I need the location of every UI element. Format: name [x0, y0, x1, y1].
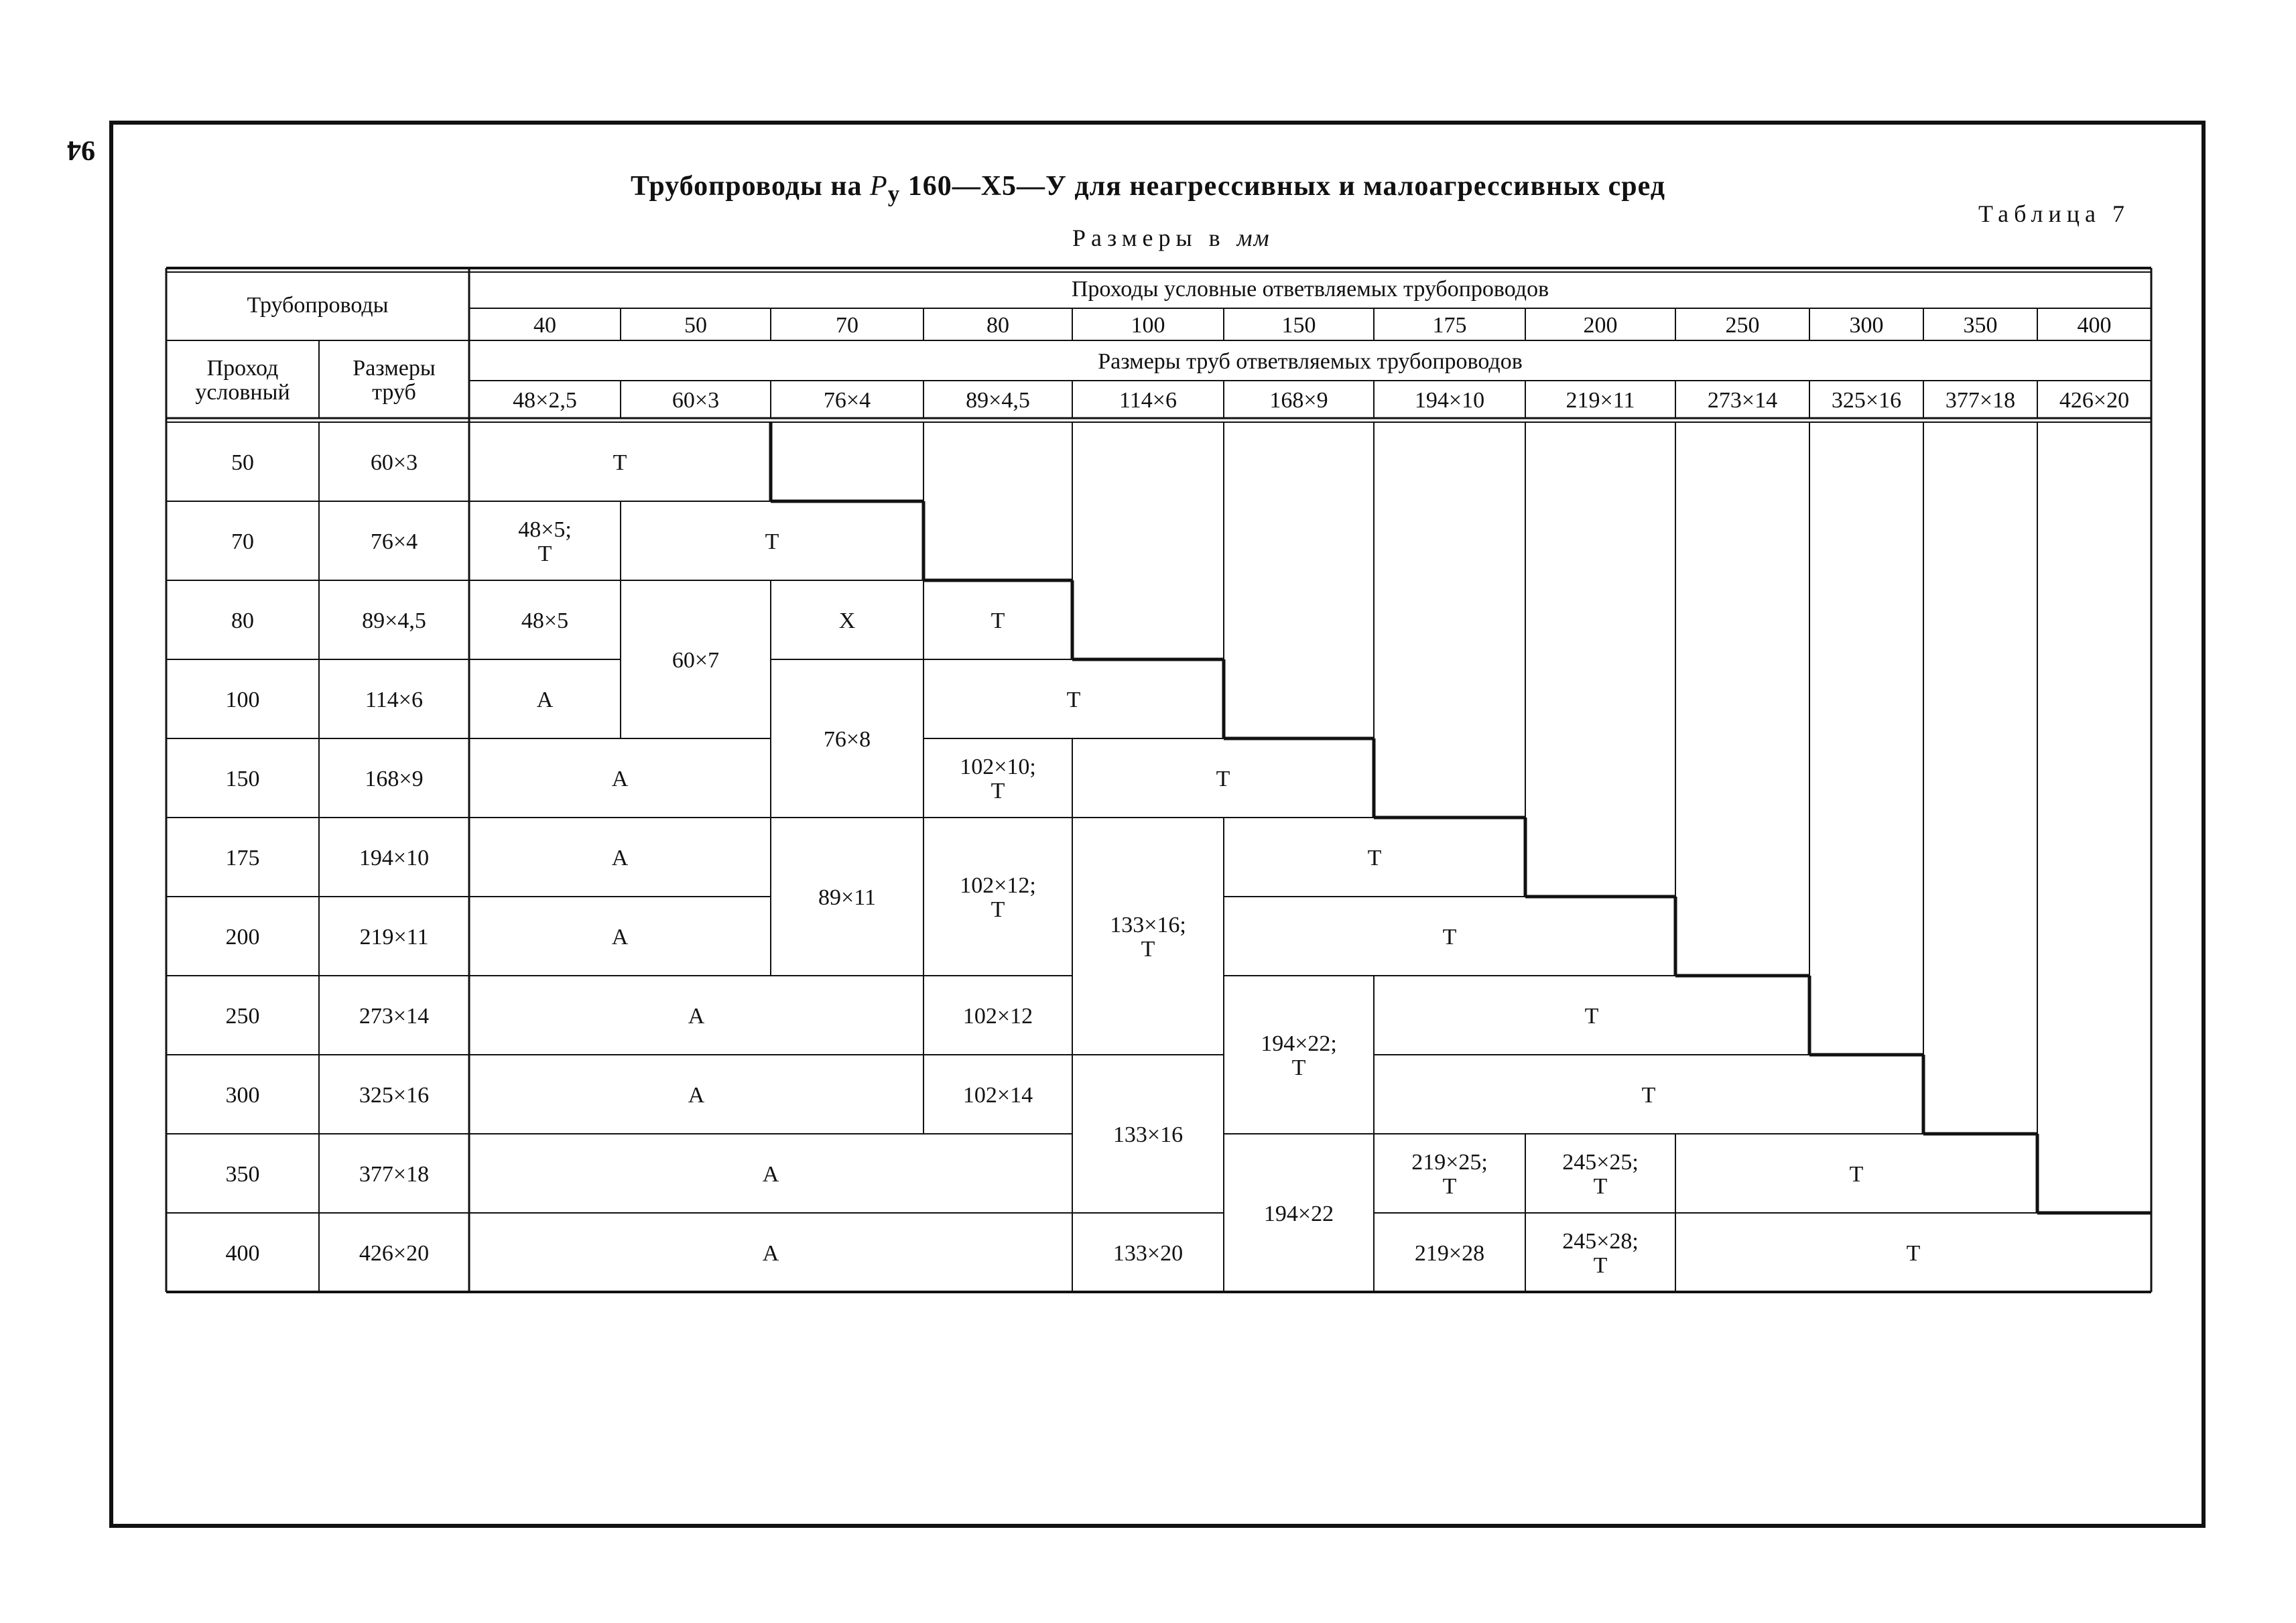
page-number: 94 — [67, 135, 95, 166]
table-cell: Т — [1442, 1174, 1457, 1199]
table-cell: Т — [1066, 688, 1081, 712]
table-cell: А — [611, 846, 629, 870]
table-cell: А — [688, 1004, 705, 1029]
table-cell: Т — [1442, 925, 1457, 950]
title-symbol: P — [870, 171, 888, 202]
table-cell: Т — [1906, 1241, 1921, 1266]
table-cell: Т — [1593, 1253, 1608, 1278]
table-cell: 102×10; — [960, 755, 1036, 779]
header-column-size: 426×20 — [2059, 388, 2130, 413]
table-cell: Т — [613, 450, 627, 475]
header-column-size: 273×14 — [1707, 388, 1778, 413]
header-column-size: 377×18 — [1945, 388, 2016, 413]
row-nominal-pass: 400 — [225, 1241, 260, 1266]
table-cell: Т — [1367, 846, 1382, 870]
units-text: Размеры в — [1072, 224, 1237, 251]
table-cell: 219×25; — [1411, 1150, 1488, 1175]
row-nominal-pass: 50 — [231, 450, 254, 475]
table-cell: Х — [838, 608, 856, 633]
row-pipe-size: 89×4,5 — [362, 608, 426, 633]
row-pipe-size: 273×14 — [359, 1004, 430, 1029]
row-nominal-pass: 350 — [225, 1162, 260, 1187]
table-cell: А — [611, 925, 629, 950]
row-pipe-size: 168×9 — [365, 767, 424, 791]
table-number: Таблица 7 — [1978, 200, 2130, 227]
table-cell: 245×28; — [1562, 1229, 1639, 1254]
row-nominal-pass: 200 — [225, 925, 260, 950]
table-cell: 102×12 — [962, 1004, 1033, 1029]
table-cell: А — [611, 767, 629, 791]
header-column-pass: 200 — [1583, 313, 1618, 338]
header-column-size: 89×4,5 — [966, 388, 1030, 413]
header-column-pass: 400 — [2077, 313, 2112, 338]
header-column-size: 194×10 — [1414, 388, 1485, 413]
table-cell: 133×20 — [1112, 1241, 1184, 1266]
header-column-pass: 80 — [986, 313, 1009, 338]
table-cell: А — [688, 1083, 705, 1108]
table-cell: А — [536, 688, 554, 712]
table-cell: 76×8 — [823, 727, 871, 752]
row-pipe-size: 325×16 — [359, 1083, 430, 1108]
table-cell: 133×16; — [1110, 913, 1186, 937]
table-cell: 48×5; — [518, 517, 572, 542]
table-cell: А — [762, 1162, 779, 1187]
units-unit: мм — [1236, 224, 1271, 251]
row-pipe-size: 194×10 — [359, 846, 430, 870]
table-cell: Т — [991, 608, 1005, 633]
table-cell: Т — [1849, 1162, 1864, 1187]
row-nominal-pass: 250 — [225, 1004, 260, 1029]
header-column-size: 76×4 — [823, 388, 871, 413]
row-pipe-size: 377×18 — [359, 1162, 430, 1187]
header-pipelines: Трубопроводы — [247, 293, 389, 318]
title-suffix: 160—X5—У для неагрессивных и малоагрессивных сред — [900, 171, 1665, 202]
row-nominal-pass: 300 — [225, 1083, 260, 1108]
row-pipe-size: 76×4 — [370, 529, 418, 554]
header-column-size: 60×3 — [672, 388, 720, 413]
header-column-pass: 100 — [1131, 313, 1165, 338]
header-nominal-pass: Проход — [206, 356, 279, 381]
table-cell: 194×22 — [1263, 1202, 1334, 1226]
row-nominal-pass: 70 — [231, 529, 254, 554]
header-column-size: 114×6 — [1119, 388, 1177, 413]
table-cell: Т — [1584, 1004, 1599, 1029]
row-nominal-pass: 80 — [231, 608, 254, 633]
table-cell: Т — [1141, 937, 1155, 962]
row-pipe-size: 114×6 — [365, 688, 423, 712]
table-cell: 133×16 — [1112, 1122, 1184, 1147]
table-cell: Т — [1291, 1055, 1306, 1080]
table-cell: А — [762, 1241, 779, 1266]
header-column-pass: 150 — [1281, 313, 1316, 338]
row-pipe-size: 219×11 — [359, 925, 429, 950]
row-nominal-pass: 150 — [225, 767, 260, 791]
header-column-size: 325×16 — [1831, 388, 1902, 413]
title-subscript: y — [887, 180, 901, 207]
header-column-pass: 250 — [1725, 313, 1760, 338]
table-cell: 48×5 — [521, 608, 569, 633]
table-cell: Т — [991, 897, 1005, 922]
table-cell: 102×14 — [962, 1083, 1033, 1108]
row-nominal-pass: 100 — [225, 688, 260, 712]
header-nominal-pass: условный — [195, 380, 290, 405]
header-column-pass: 50 — [684, 313, 707, 338]
header-column-pass: 175 — [1432, 313, 1467, 338]
header-pipe-size: Размеры — [353, 356, 436, 381]
table-cell: 89×11 — [818, 885, 876, 910]
table-cell: 245×25; — [1562, 1150, 1639, 1175]
row-pipe-size: 426×20 — [359, 1241, 430, 1266]
title-prefix: Трубопроводы на — [631, 171, 871, 202]
header-branch-sizes: Размеры труб ответвляемых трубопроводов — [1098, 349, 1523, 374]
header-column-size: 219×11 — [1566, 388, 1635, 413]
header-pipe-size: труб — [372, 380, 416, 405]
header-column-size: 48×2,5 — [513, 388, 577, 413]
row-nominal-pass: 175 — [225, 846, 260, 870]
header-column-pass: 40 — [533, 313, 556, 338]
table-cell: 60×7 — [672, 648, 720, 673]
table-cell: 194×22; — [1261, 1031, 1337, 1056]
table-cell: 102×12; — [960, 873, 1036, 898]
table-cell: Т — [1216, 767, 1230, 791]
table-cell: Т — [537, 541, 552, 566]
header-branch-passages: Проходы условные ответвляемых трубопроводов — [1071, 277, 1549, 302]
header-column-size: 168×9 — [1269, 388, 1328, 413]
header-column-pass: 300 — [1849, 313, 1884, 338]
table-cell: Т — [765, 529, 779, 554]
row-pipe-size: 60×3 — [370, 450, 418, 475]
header-column-pass: 70 — [836, 313, 858, 338]
table-cell: Т — [991, 779, 1005, 803]
header-column-pass: 350 — [1963, 313, 1998, 338]
table-cell: Т — [1641, 1083, 1656, 1108]
table-cell: 219×28 — [1414, 1241, 1485, 1266]
table-cell: Т — [1593, 1174, 1608, 1199]
